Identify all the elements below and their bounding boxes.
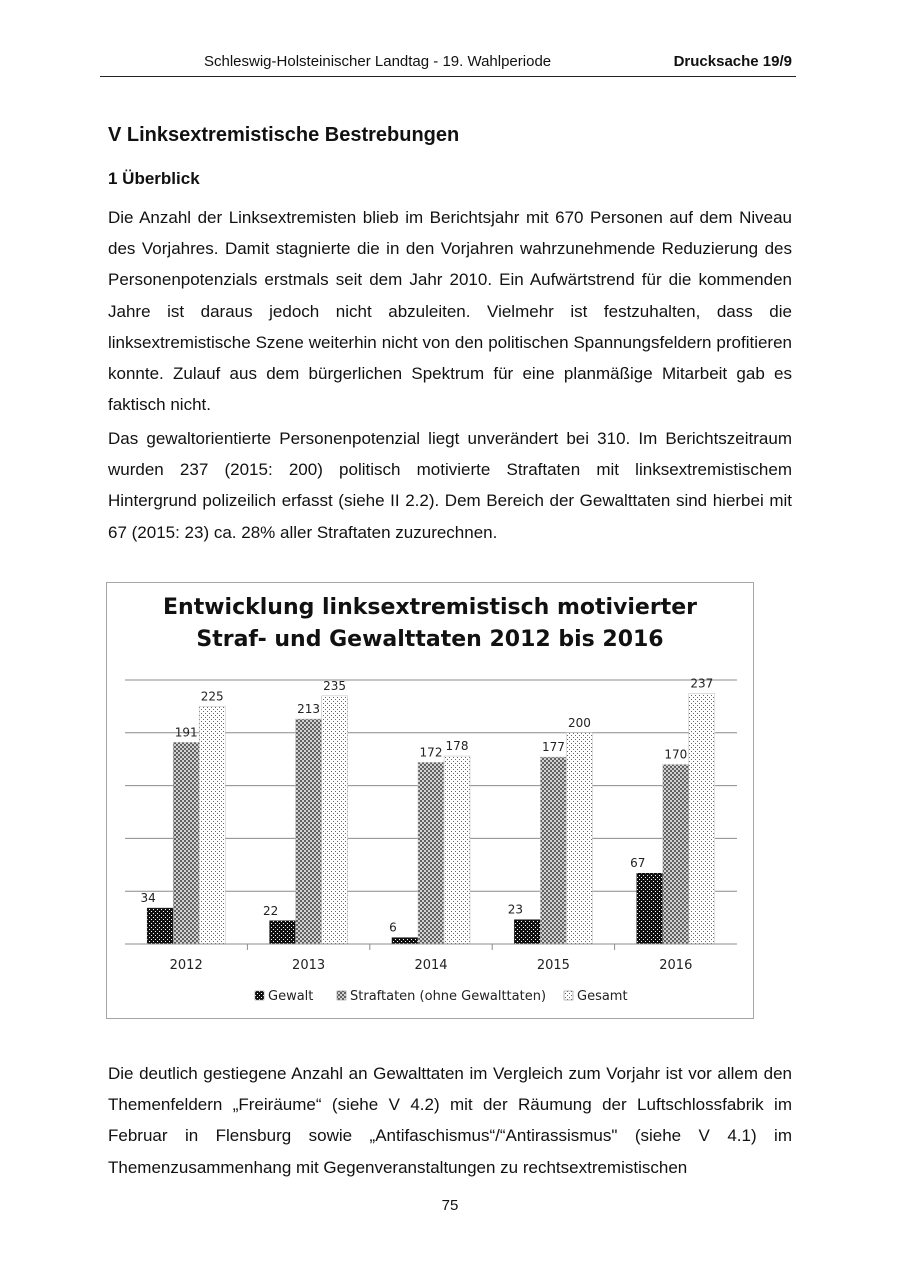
legend-swatch-gewalt: [255, 991, 264, 1000]
bar-gewalt-2015: [514, 920, 540, 944]
bar-straftaten-2016: [663, 764, 689, 944]
page-number: 75: [441, 1197, 459, 1214]
bar-gewalt-2013: [270, 921, 296, 944]
bar-gesamt-2013: [322, 696, 348, 944]
data-label-gesamt-2016: 237: [690, 676, 714, 691]
data-label-straftaten-2013: 213: [297, 702, 321, 717]
legend-swatch-straftaten: [337, 991, 346, 1000]
data-label-gewalt-2013: 22: [262, 903, 279, 918]
document-number: Drucksache 19/9: [673, 53, 792, 70]
data-label-gewalt-2014: 6: [389, 920, 397, 935]
bar-straftaten-2014: [418, 762, 444, 944]
paragraph-1: Die Anzahl der Linksextremisten blieb im Berichtsjahr mit 670 Personen auf dem Niveau des Vorjahres. Damit stagnierte die in den Vorjahren wahrzunehmende Reduzierung des Personenpotenzials erstmals seit dem Jahr 2010. Ein Aufwärtstrend für die kommenden Jahre ist daraus jedoch nicht abzuleiten. Vielmehr ist festzuhalten, dass die linksextremistische Szene weiterhin nicht von den politischen Spannungsfeldern profitieren konnte. Zulauf aus dem bürgerlichen Spektrum für eine planmäßige Mitarbeit gab es faktisch nicht.: [108, 208, 792, 415]
data-label-straftaten-2014: 172: [419, 745, 443, 760]
section-heading: V Linksextremistische Bestrebungen: [108, 124, 460, 146]
x-tick-label-2013: 2013: [292, 958, 326, 973]
bar-gesamt-2016: [689, 694, 715, 944]
subsection-heading: 1 Überblick: [108, 169, 200, 188]
bar-straftaten-2012: [173, 742, 199, 944]
bar-chart: [107, 583, 753, 1018]
header-title: Schleswig-Holsteinischer Landtag - 19. Wahlperiode: [204, 53, 552, 70]
legend-swatch-gesamt: [564, 991, 573, 1000]
bar-straftaten-2013: [296, 719, 322, 944]
chart-title-line-2: Straf- und Gewalttaten 2012 bis 2016: [196, 627, 664, 652]
bar-gewalt-2012: [147, 908, 173, 944]
data-label-gesamt-2013: 235: [323, 678, 347, 693]
bar-gesamt-2014: [444, 756, 470, 944]
data-label-gesamt-2015: 200: [567, 715, 591, 730]
bar-gewalt-2016: [637, 873, 663, 944]
legend-label-gesamt: Gesamt: [577, 989, 628, 1004]
data-label-straftaten-2015: 177: [541, 740, 565, 755]
bar-straftaten-2015: [540, 757, 566, 944]
bar-gesamt-2012: [199, 706, 225, 944]
x-tick-label-2012: 2012: [169, 958, 203, 973]
data-label-gewalt-2012: 34: [140, 891, 156, 906]
x-tick-label-2016: 2016: [659, 958, 693, 973]
data-label-straftaten-2012: 191: [174, 725, 198, 740]
legend-label-straftaten: Straftaten (ohne Gewalttaten): [350, 989, 547, 1004]
bar-gewalt-2014: [392, 938, 418, 944]
x-tick-label-2014: 2014: [414, 958, 448, 973]
data-label-gewalt-2015: 23: [507, 902, 524, 917]
legend-label-gewalt: Gewalt: [268, 989, 314, 1004]
data-label-gewalt-2016: 67: [630, 856, 646, 871]
data-label-gesamt-2012: 225: [200, 689, 224, 704]
bar-gesamt-2015: [566, 733, 592, 944]
data-label-straftaten-2016: 170: [664, 747, 688, 762]
x-tick-label-2015: 2015: [536, 958, 570, 973]
chart-title-line-1: Entwicklung linksextremistisch motivierter: [163, 595, 697, 620]
paragraph-3: Die deutlich gestiegene Anzahl an Gewalttaten im Vergleich zum Vorjahr ist vor allem den Themenfeldern „Freiräume“ (siehe V 4.2) mit der Räumung der Luftschlossfabrik im Februar in Flensburg sowie „Antifaschismus“/“Antirassismus" (siehe V 4.1) im Themenzusammenhang mit Gegenveranstaltungen zu rechtsextremistischen: [108, 1064, 792, 1177]
page-header: [100, 50, 796, 77]
paragraph-2: Das gewaltorientierte Personenpotenzial liegt unverändert bei 310. Im Berichtszeitraum wurden 237 (2015: 200) politisch motivierte Straftaten mit linksextremistischem Hintergrund polizeilich erfasst (siehe II 2.2). Dem Bereich der Gewalttaten sind hierbei mit 67 (2015: 23) ca. 28% aller Straftaten zuzurechnen.: [108, 429, 792, 542]
chart-figure: [106, 582, 754, 1019]
data-label-gesamt-2014: 178: [445, 739, 469, 754]
